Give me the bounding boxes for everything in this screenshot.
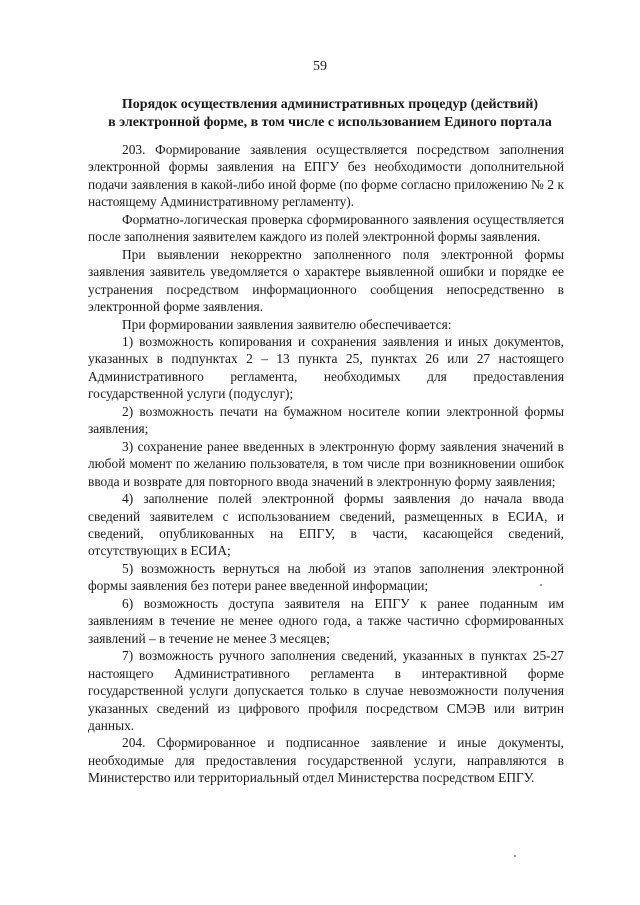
list-item-5: 5) возможность вернуться на любой из этапов заполнения электронной формы заявления без потери ранее введенной информации; — [88, 560, 564, 594]
paragraph-provisions-intro: При формировании заявления заявителю обеспечивается: — [122, 316, 452, 332]
section-heading-line-2: в электронной форме, в том числе с использованием Единого портала — [108, 115, 552, 130]
list-item-7: 7) возможность ручного заполнения сведений, указанных в пунктах 25-27 настоящего Административного регламента в интерактивной форме государственной услуги допускается только в случае невозможности получения указанных сведений из цифрового профиля посредством СМЭВ или витрин данных. — [88, 648, 564, 733]
list-item-4: 4) заполнение полей электронной формы заявления до начала ввода сведений заявителем с использованием сведений, размещенных в ЕСИА, и сведений, опубликованных на ЕПГУ, в части, касающейся сведений, отсутствующих в ЕСИА; — [88, 491, 564, 559]
paragraph-204: 204. Сформированное и подписанное заявление и иные документы, необходимые для предоставления государственной услуги, направляются в Министерство или территориальный отдел Министерства посредством ЕПГУ. — [88, 735, 564, 786]
scan-speck — [514, 855, 516, 857]
list-item-1: 1) возможность копирования и сохранения заявления и иных документов, указанных в подпунктах 2 – 13 пункта 25, пунктах 26 или 27 настоящего Административного регламента, необходимых для предоставления государственной услуги (подуслуг); — [88, 333, 564, 402]
list-item-2: 2) возможность печати на бумажном носителе копии электронной формы заявления; — [88, 403, 564, 437]
paragraph-format-check: Форматно-логическая проверка сформированного заявления осуществляется после заполнения заявителем каждого из полей электронной формы заявления. — [88, 211, 564, 245]
paragraph-error-notice: При выявлении некорректно заполненного поля электронной формы заявления заявитель уведомляется о характере выявленной ошибки и порядке ее устранения посредством информационного сообщения непосредственно в электронной форме заявления. — [88, 246, 564, 315]
paragraph-203: 203. Формирование заявления осуществляется посредством заполнения электронной формы заявления на ЕПГУ без необходимости дополнительной подачи заявления в какой-либо иной форме (по форме согласно приложению № 2 к настоящему Административному регламенту). — [88, 142, 564, 210]
page-number: 59 — [313, 59, 327, 74]
list-item-6: 6) возможность доступа заявителя на ЕПГУ к ранее поданным им заявлениям в течение не менее одного года, а также частично сформированных заявлений – в течение не менее 3 месяцев; — [88, 595, 564, 646]
document-body — [88, 141, 564, 787]
list-item-3: 3) сохранение ранее введенных в электронную форму заявления значений в любой момент по желанию пользователя, в том числе при возникновении ошибок ввода и возврате для повторного ввода значений в электронную форму заявления; — [88, 438, 564, 489]
section-heading — [80, 96, 580, 132]
scan-speck — [540, 584, 542, 586]
section-heading-line-1: Порядок осуществления административных процедур (действий) — [121, 97, 539, 112]
